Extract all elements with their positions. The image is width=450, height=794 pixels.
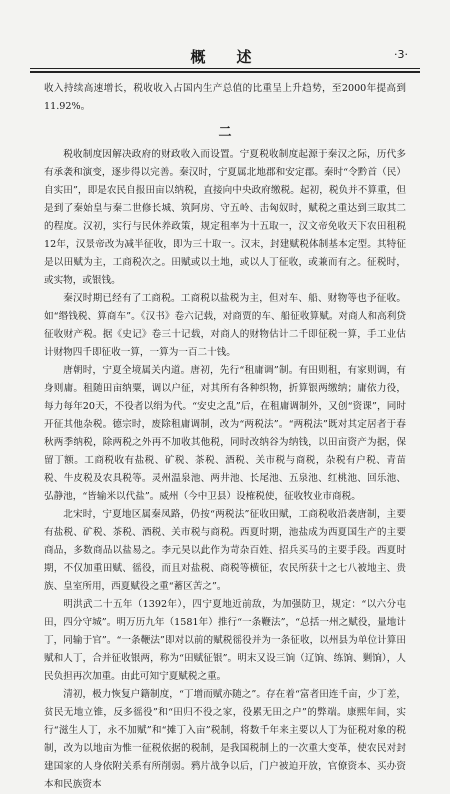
paragraph: 明洪武二十五年（1392年），四宁夏地近前敌，为加强防卫，规定：“以六分屯田，四分守城”。明万历九年（1581年）推行“一条鞭法”，“总括一州之赋役，量地计丁，同输于官”。“一条鞭法”即对以前的赋税徭役并为一条征收，以州县为单位计算田赋和人丁，合并征收银两，称为“田赋征银”。明末又设三饷（辽饷、练饷、剿饷），人民负担再次加重。由此可知宁夏赋税之重。: [44, 599, 406, 682]
chapter-title: 概 述: [190, 48, 260, 66]
paragraph: 税收制度因解决政府的财政收入而设置。宁夏税收制度起源于秦汉之际，历代多有承袭和演变，逐步得以完善。秦汉时，宁夏属北地郡和安定郡。秦时“令黔首（民）自实田”，即是农民自报田亩以纳税，直接向中央政府缴税。起初，税负并不算重，但是到了秦始皇与秦二世修长城、筑阿房、守五岭、击匈奴时，赋税之重达到三取其二的程度。汉初，实行与民休养政策，规定租率为十五取一，汉文帝免收天下农田租税12年，汉景帝改为减半征收，即为三十取一。汉末，封建赋税体制基本定型。其特征是以田赋为主，工商税次之。田赋或以土地，或以人丁征收，或兼而有之。征税时，或实物，或银钱。: [44, 149, 406, 286]
header-rule-thin: [30, 68, 420, 69]
body-text: [44, 80, 406, 794]
opening-paragraph: 收入持续高速增长，税收收入占国内生产总值的比重呈上升趋势，至2000年提高到11.92%。: [44, 83, 406, 112]
page-number: ·3·: [394, 48, 408, 61]
paragraph: 唐朝时，宁夏全境属关内道。唐初，先行“租庸调”制。有田则租，有家则调，有身则庸。租随田亩纳粟，调以户征，对其所有各种织物，折算银两缴纳；庸依力役，每力每年20天，不役者以绢为代。“安史之乱”后，在租庸调制外，又创“资课”，同时开征其他杂税。德宗时，废除租庸调制，改为“两税法”。“两税法”既对其定居者于春秋两季纳税，除两税之外再不加收其他税，同时改纳谷为纳钱，以田亩资产为据，保留丁额。工商税收有盐税、矿税、茶税、酒税、关市税与商税，杂税有户税、青苗税、牛皮税及农具税等。灵州温泉池、两井池、长尾池、五泉池、红桃池、回乐池、弘静池，“皆输米以代盐”。威州（今中卫县）设榷税使，征收牧业市商税。: [44, 365, 406, 502]
paragraph: 清初，极力恢复户籍制度，“丁增而赋亦随之”。存在着“富者田连千亩，少丁差，贫民无地立锥，反多徭役”和“田归不役之家，役累无田之户”的弊端。康熙年间，实行“滋生人丁，永不加赋”和“摊丁入亩”税制，将数千年来主要以人丁为征税对象的税制，改为以地亩为惟一征税依据的税制，是我国税制上的一次重大变革，使农民对封建国家的人身依附关系有所削弱。鸦片战争以后，门户被迫开放，官僚资本、买办资本和民族资本: [44, 689, 406, 790]
running-header: [30, 46, 420, 66]
section-number: 二: [218, 125, 232, 140]
paragraph: 北宋时，宁夏地区属秦凤路，仍按“两税法”征收田赋，工商税收沿袭唐制，主要有盐税、矿税、茶税、酒税、关市税与商税。西夏时期，池盐成为西夏国生产的主要商品，多数商品以盐易之。李元昊以此作为苛杂百姓、招兵买马的主要手段。西夏时期，不仅加重田赋、徭役，而且对盐税、商税等横征，农民所获十之七八被地主、贵族、皇室所用，西夏赋役之重“蓄区苦之”。: [44, 509, 406, 592]
paragraph: 秦汉时期已经有了工商税。工商税以盐税为主，但对车、船、财物等也予征收。如“缗钱税、算商车”。《汉书》卷六记载，对商贾的车、船征收算赋。对商人和高利贷征收财产税。据《史记》卷三十记载，对商人的财物估计二千即征税一算，手工业估计财物四千即征收一算，一算为一百二十钱。: [44, 293, 406, 358]
header-rule-thick: [30, 71, 420, 73]
